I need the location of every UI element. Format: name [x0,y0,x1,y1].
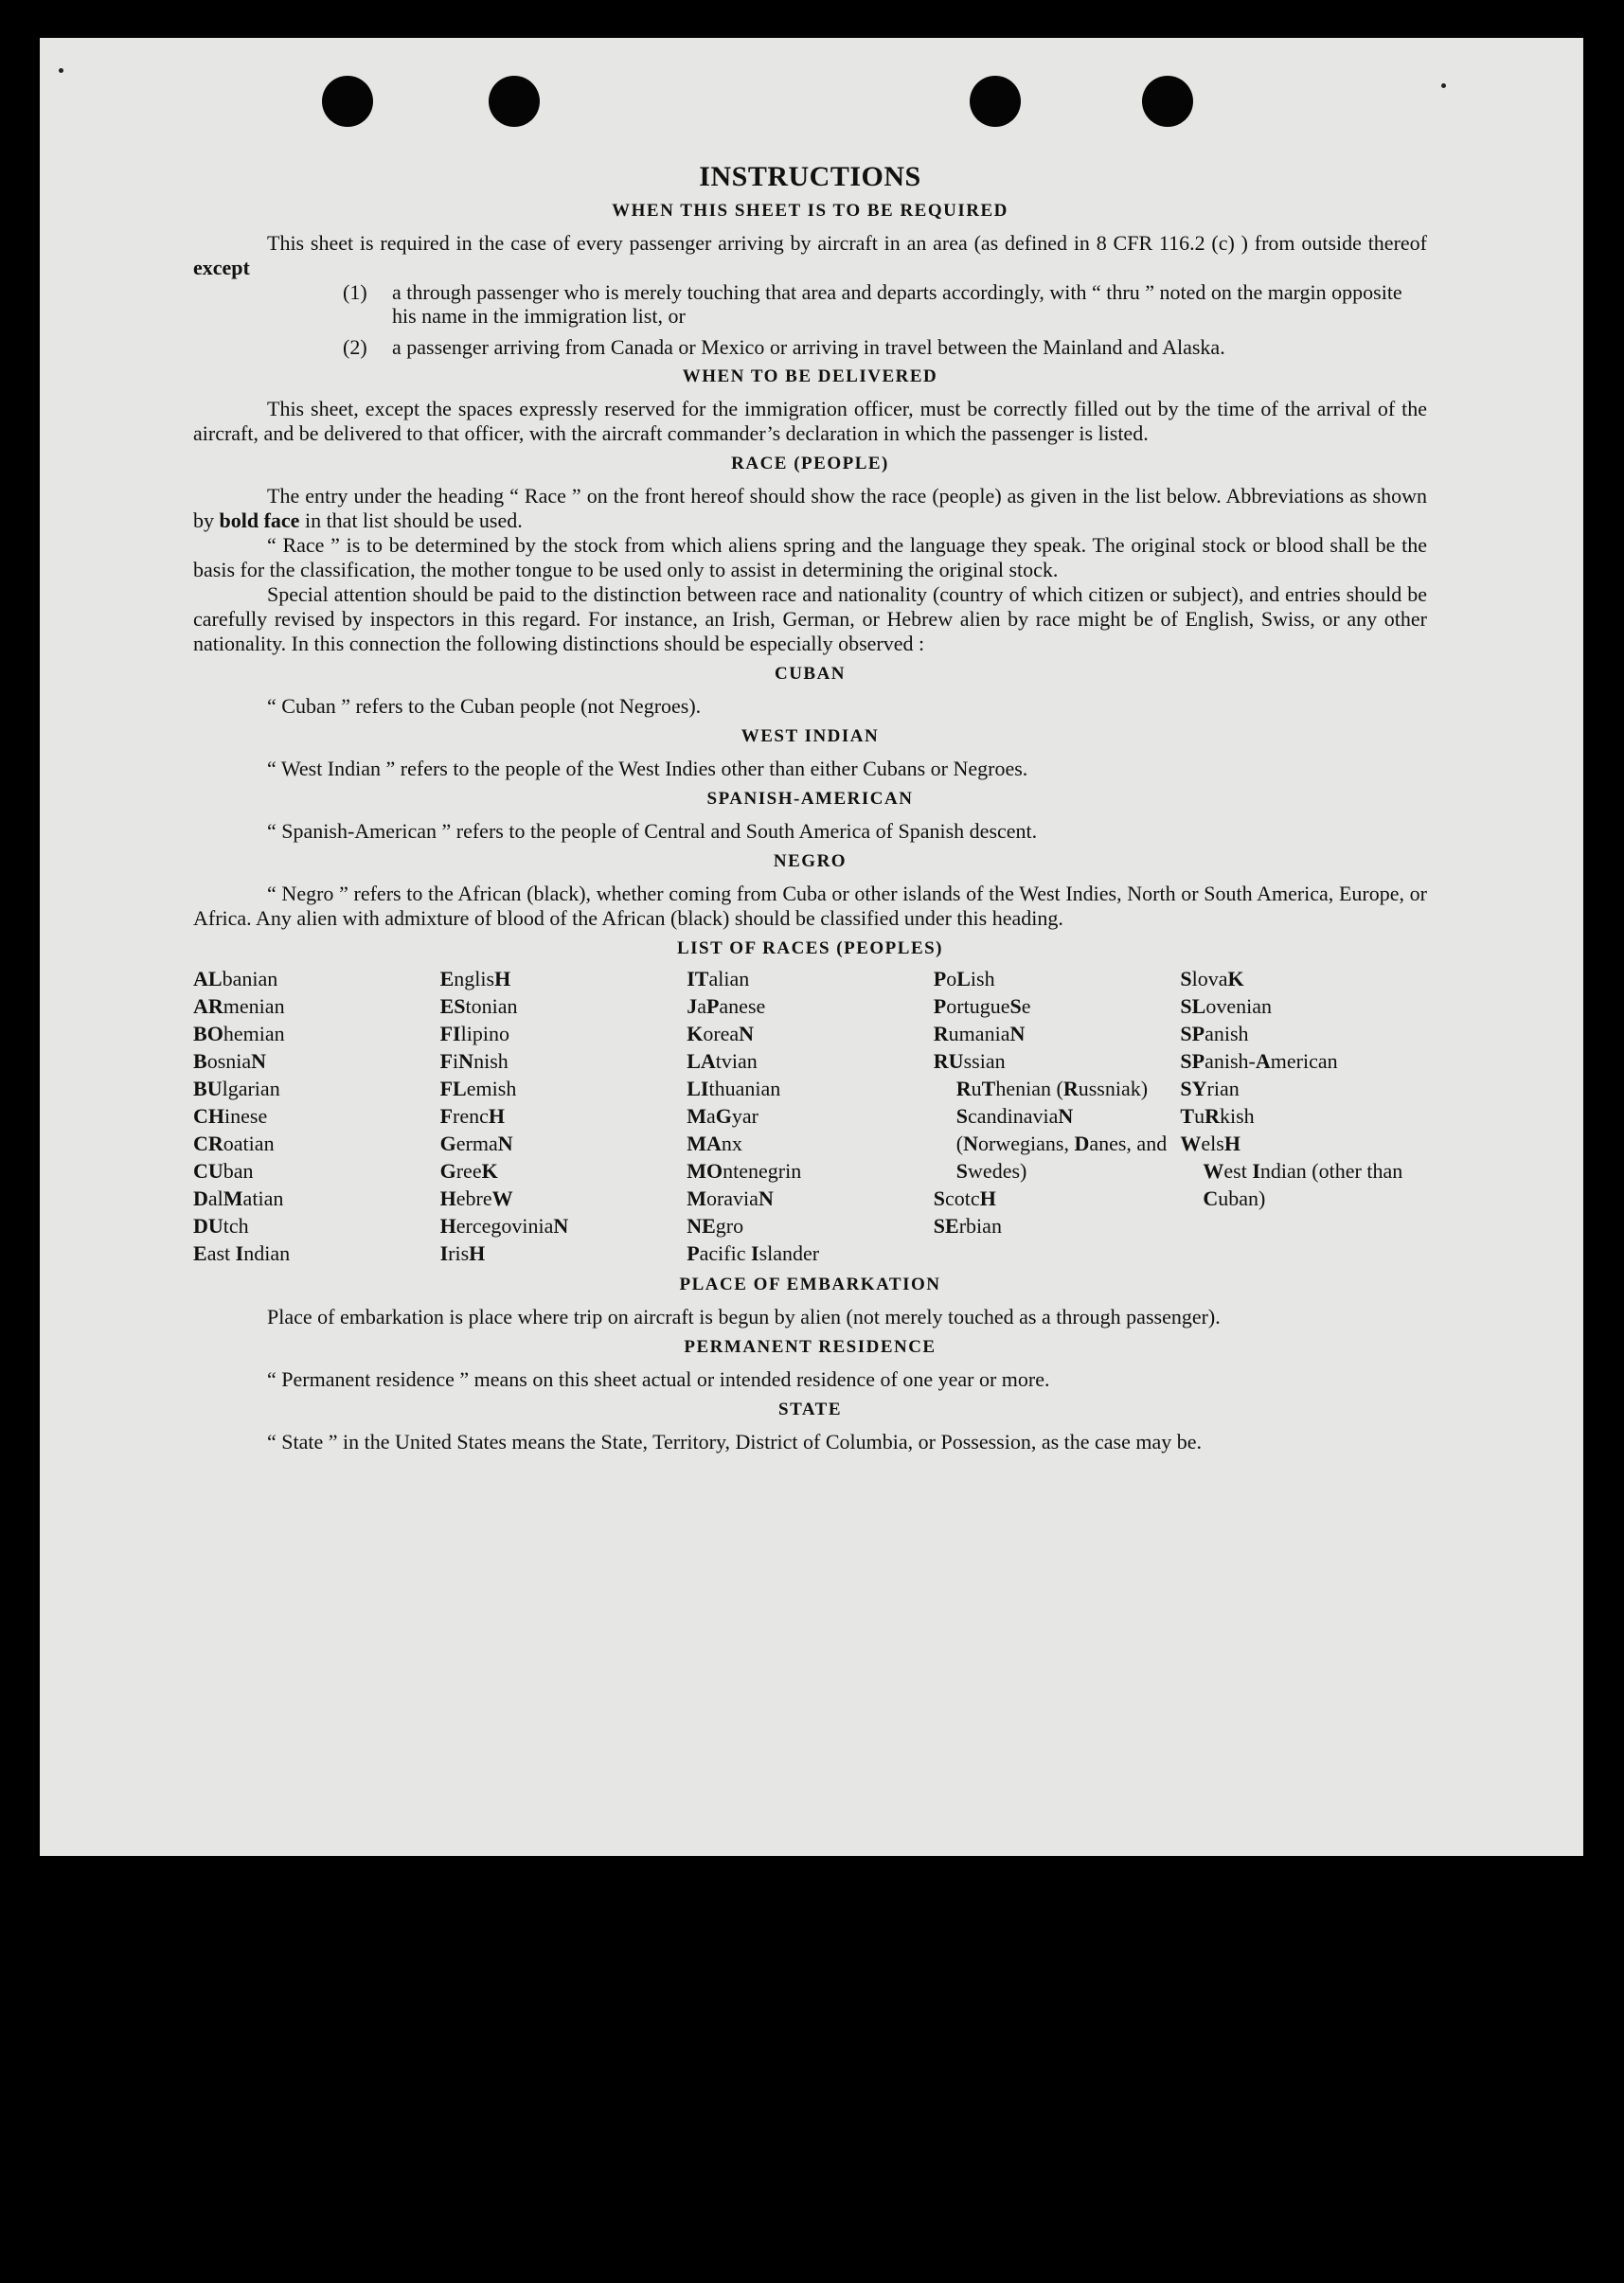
race-entry: IrisH [439,1241,486,1265]
paragraph-race-definition: “ Race ” is to be determined by the stock from which aliens spring and the language they speak. The original stock or blood shall be the basis for the classification, the mother tongue to be used only to assist in determining the original stock. [193,533,1427,581]
race-entry: GreeK [439,1159,498,1183]
paragraph-spanish-american: “ Spanish-American ” refers to the people of Central and South America of Spanish descent. [267,819,1038,843]
race-entry: SLovenian [1180,994,1272,1018]
race-entry: ScotcH [933,1186,996,1210]
race-entry: JaPanese [687,994,766,1018]
race-entry: CUban [193,1159,254,1183]
race-entry: ARmenian [193,994,285,1018]
race-entry: FIlipino [439,1022,509,1045]
race-entry: Pacific Islander [687,1241,820,1265]
race-entry: SPanish [1180,1022,1249,1045]
list-item: (1) a through passenger who is merely touching that area and departs accordingly, with “ thru ” noted on the margin opposite his name in the immigration list, or [343,280,1402,328]
race-entry: MOntenegrin [687,1159,802,1183]
race-entry: FrencH [439,1104,506,1128]
paragraph-cuban: “ Cuban ” refers to the Cuban people (not Negroes). [267,694,702,718]
race-entry: SPanish-American [1180,1049,1338,1073]
race-entry: RUssian [933,1049,1006,1073]
race-entry: EnglisH [439,967,511,990]
race-entry: SlovaK [1180,967,1244,990]
paragraph-race-entry: The entry under the heading “ Race ” on the front hereof should show the race (people) as given in the list below. Abbreviations as shown by bold face in that list should be used. [193,484,1427,532]
race-entry: CRoatian [193,1132,275,1155]
heading-negro: NEGRO [773,851,848,871]
races-column [934,965,1181,1267]
race-entry: SErbian [933,1214,1002,1238]
heading-embarkation: PLACE OF EMBARKATION [679,1275,941,1294]
paragraph-state: “ State ” in the United States means the State, Territory, District of Columbia, or Possession, as the case may be. [267,1430,1203,1454]
heading-race: RACE (PEOPLE) [731,454,889,473]
heading-list-of-races: LIST OF RACES (PEOPLES) [676,938,944,958]
race-entry: TuRkish [1180,1104,1255,1128]
page-title: INSTRUCTIONS [699,161,921,192]
races-column [1180,965,1427,1267]
races-column [193,965,440,1267]
races-column [687,965,934,1267]
heading-cuban: CUBAN [774,664,847,684]
race-entry: PoLish [933,967,995,990]
paragraph-west-indian: “ West Indian ” refers to the people of the West Indies other than either Cubans or Negroes. [267,757,1028,780]
speck [59,68,63,73]
heading-west-indian: WEST INDIAN [741,726,880,746]
race-entry: KoreaN [687,1022,755,1045]
race-entry: WelsH [1180,1132,1240,1155]
race-entry: DalMatian [193,1186,284,1210]
heading-spanish-american: SPANISH-AMERICAN [706,789,914,809]
paragraph-race-nationality: Special attention should be paid to the distinction between race and nationality (country of which citizen or subject), and entries should be carefully revised by inspectors in this regard. For instance, an Irish, German, or Hebrew alien by race might be of English, Swiss, or any other nationality. In this connection the following distinctions should be especially observed : [193,582,1427,655]
race-entry: West Indian (other than Cuban) [1203,1159,1403,1210]
race-entry: FiNnish [439,1049,509,1073]
instruction-sheet [40,38,1583,1856]
race-entry: BosniaN [193,1049,267,1073]
race-entry: BUlgarian [193,1077,280,1100]
race-entry: RumaniaN [933,1022,1026,1045]
race-entry: ITalian [687,967,750,990]
punch-hole [322,76,373,127]
race-entry: MoraviaN [687,1186,774,1210]
paragraph-when-required: This sheet is required in the case of every passenger arriving by aircraft in an area (as defined in 8 CFR 116.2 (c) ) from outside thereof except [193,231,1427,279]
races-list [193,965,1427,1267]
race-entry: HebreW [439,1186,513,1210]
race-entry: SYrian [1180,1077,1240,1100]
race-entry: PortugueSe [933,994,1031,1018]
race-entry: MAnx [687,1132,742,1155]
race-entry: MaGyar [687,1104,758,1128]
race-entry: FLemish [439,1077,517,1100]
race-entry: HercegoviniaN [439,1214,569,1238]
race-entry: ALbanian [193,967,278,990]
race-entry: LAtvian [687,1049,758,1073]
race-entry: DUtch [193,1214,249,1238]
races-column [440,965,687,1267]
race-entry: GermaN [439,1132,513,1155]
race-entry: East Indian [193,1241,291,1265]
race-entry: CHinese [193,1104,268,1128]
paragraph-when-delivered: This sheet, except the spaces expressly reserved for the immigration officer, must be correctly filled out by the time of the arrival of the aircraft, and be delivered to that officer, with the aircraft commander’s declaration in which the passenger is listed. [193,397,1427,445]
heading-residence: PERMANENT RESIDENCE [684,1337,937,1357]
speck [1441,83,1446,88]
punch-hole [489,76,540,127]
paragraph-embarkation: Place of embarkation is place where trip on aircraft is begun by alien (not merely touched as a through passenger). [267,1305,1221,1329]
heading-when-delivered: WHEN TO BE DELIVERED [682,366,938,386]
race-entry: LIthuanian [687,1077,781,1100]
race-entry: RuThenian (Russniak) [955,1077,1149,1100]
race-entry: EStonian [439,994,518,1018]
heading-state: STATE [778,1400,842,1419]
race-entry: BOhemian [193,1022,285,1045]
race-entry: NEgro [687,1214,744,1238]
punch-hole [970,76,1021,127]
paragraph-negro: “ Negro ” refers to the African (black), whether coming from Cuba or other islands of the West Indies, North or South America, Europe, or Africa. Any alien with admixture of blood of the African (black) should be classified under this heading. [193,882,1427,930]
punch-hole [1142,76,1193,127]
race-entry: ScandinaviaN (Norwegians, Danes, and Swedes) [955,1104,1168,1183]
paragraph-residence: “ Permanent residence ” means on this sheet actual or intended residence of one year or more. [267,1367,1050,1391]
list-item: (2) a passenger arriving from Canada or Mexico or arriving in travel between the Mainland and Alaska. [343,335,1225,359]
heading-when-required: WHEN THIS SHEET IS TO BE REQUIRED [612,201,1008,221]
